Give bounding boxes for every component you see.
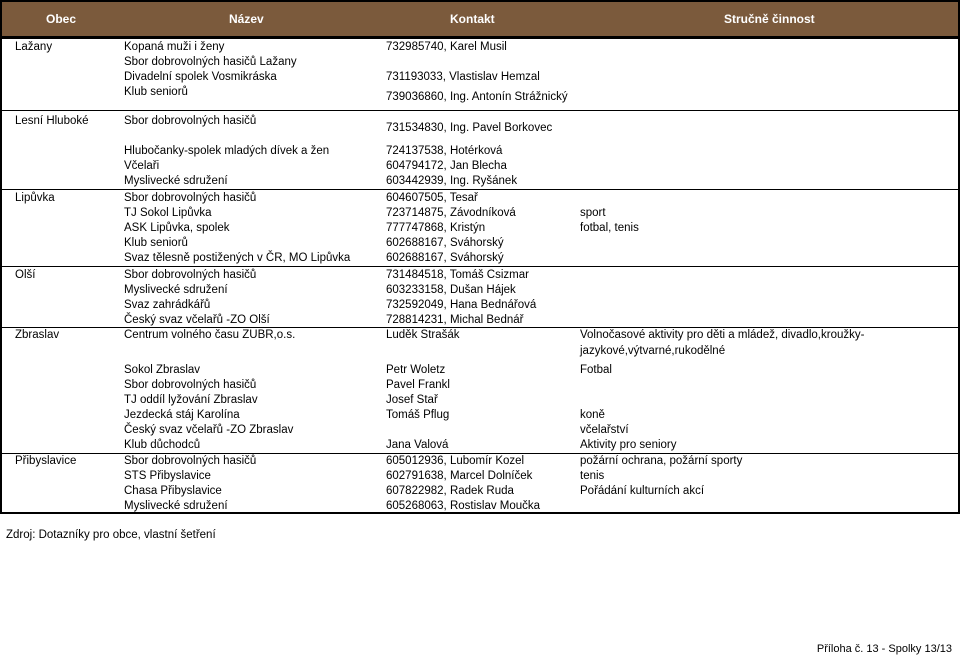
row-kontakt: 604794172, Jan Blecha (386, 160, 507, 172)
row-kontakt: 604607505, Tesař (386, 192, 478, 204)
row-kontakt: Jana Valová (386, 439, 449, 451)
row-kontakt: 602791638, Marcel Dolníček (386, 470, 533, 482)
row-cinnost: fotbal, tenis (580, 222, 639, 234)
row-nazev: Klub seniorů (124, 86, 188, 98)
row-kontakt: 723714875, Závodníková (386, 207, 516, 219)
row-cinnost: včelařství (580, 424, 629, 436)
row-nazev: Sbor dobrovolných hasičů (124, 455, 257, 467)
row-kontakt: 731484518, Tomáš Csizmar (386, 269, 529, 281)
row-nazev: Včelaři (124, 160, 160, 172)
row-nazev: Sbor dobrovolných hasičů (124, 192, 257, 204)
row-kontakt: 605268063, Rostislav Moučka (386, 500, 541, 512)
group-lazany (2, 38, 958, 111)
row-cinnost: Volnočasové aktivity pro děti a mládež, divadlo,kroužky- (580, 329, 865, 341)
row-cinnost: Aktivity pro seniory (580, 439, 677, 451)
row-nazev: Sokol Zbraslav (124, 364, 201, 376)
obec-name: Lažany (15, 41, 53, 53)
row-nazev: Jezdecká stáj Karolína (124, 409, 240, 421)
row-nazev: Svaz tělesně postižených v ČR, MO Lipůvka (124, 252, 351, 264)
row-nazev: Sbor dobrovolných hasičů Lažany (124, 56, 297, 68)
header-obec: Obec (46, 12, 77, 26)
header-cinnost: Stručně činnost (724, 12, 815, 26)
source-note: Zdroj: Dotazníky pro obce, vlastní šetření (6, 529, 216, 541)
row-nazev: Sbor dobrovolných hasičů (124, 269, 257, 281)
row-kontakt: 605012936, Lubomír Kozel (386, 455, 525, 467)
obec-name: Lipůvka (15, 192, 55, 204)
row-nazev: Myslivecké sdružení (124, 284, 228, 296)
row-nazev: Myslivecké sdružení (124, 500, 228, 512)
row-kontakt: Tomáš Pflug (386, 409, 450, 421)
row-kontakt: 739036860, Ing. Antonín Strážnický (386, 91, 568, 103)
page-footer: Příloha č. 13 - Spolky 13/13 (816, 643, 952, 655)
row-nazev: Kopaná muži i ženy (124, 41, 225, 53)
row-nazev: Divadelní spolek Vosmikráska (124, 71, 277, 83)
group-lipuvka (2, 189, 958, 267)
row-kontakt: Luděk Strašák (386, 329, 460, 341)
row-cinnost: koně (580, 409, 605, 421)
row-nazev: TJ oddíl lyžování Zbraslav (124, 394, 258, 406)
row-nazev: Klub důchodců (124, 439, 201, 451)
row-nazev: Sbor dobrovolných hasičů (124, 115, 257, 127)
row-cinnost: sport (580, 207, 606, 219)
group-lesni-hluboke (2, 110, 958, 191)
row-kontakt: Pavel Frankl (386, 379, 450, 391)
row-nazev: STS Přibyslavice (124, 470, 211, 482)
row-cinnost-continued: jazykové,výtvarné,rukodělné (580, 345, 726, 357)
row-nazev: Český svaz včelařů -ZO Olší (124, 314, 270, 326)
obec-name: Zbraslav (15, 329, 60, 341)
group-pribyslavice (2, 453, 958, 515)
row-kontakt: 732985740, Karel Musil (386, 41, 507, 53)
row-nazev: Svaz zahrádkářů (124, 299, 211, 311)
row-nazev: Chasa Přibyslavice (124, 485, 222, 497)
row-kontakt: 603442939, Ing. Ryšánek (386, 175, 518, 187)
row-nazev: Klub seniorů (124, 237, 188, 249)
group-olsi (2, 266, 958, 328)
row-cinnost: tenis (580, 470, 605, 482)
row-kontakt: 602688167, Sváhorský (386, 237, 504, 249)
row-nazev: ASK Lipůvka, spolek (124, 222, 230, 234)
obec-name: Lesní Hluboké (15, 115, 89, 127)
row-kontakt: 607822982, Radek Ruda (386, 485, 514, 497)
row-kontakt: 724137538, Hotérková (386, 145, 503, 157)
row-kontakt: 732592049, Hana Bednářová (386, 299, 537, 311)
row-kontakt: 603233158, Dušan Hájek (386, 284, 516, 296)
row-kontakt: 731193033, Vlastislav Hemzal (386, 71, 540, 83)
row-kontakt: 777747868, Kristýn (386, 222, 486, 234)
row-nazev: Centrum volného času ZUBR,o.s. (124, 329, 296, 341)
row-cinnost: Pořádání kulturních akcí (580, 485, 705, 497)
group-zbraslav (2, 327, 958, 454)
row-nazev: Myslivecké sdružení (124, 175, 228, 187)
row-nazev: Sbor dobrovolných hasičů (124, 379, 257, 391)
obec-name: Olší (15, 269, 36, 281)
row-nazev: Hlubočanky-spolek mladých dívek a žen (124, 145, 330, 157)
row-kontakt: Josef Stař (386, 394, 438, 406)
row-cinnost: Fotbal (580, 364, 612, 376)
row-nazev: Český svaz včelařů -ZO Zbraslav (124, 424, 294, 436)
row-nazev: TJ Sokol Lipůvka (124, 207, 212, 219)
row-kontakt: Petr Woletz (386, 364, 446, 376)
table-header (2, 2, 958, 38)
header-nazev: Název (229, 12, 264, 26)
row-kontakt: 731534830, Ing. Pavel Borkovec (386, 122, 553, 134)
row-cinnost: požární ochrana, požární sporty (580, 455, 743, 467)
row-kontakt: 728814231, Michal Bednář (386, 314, 524, 326)
obec-name: Přibyslavice (15, 455, 77, 467)
header-kontakt: Kontakt (450, 12, 495, 26)
row-kontakt: 602688167, Sváhorský (386, 252, 504, 264)
